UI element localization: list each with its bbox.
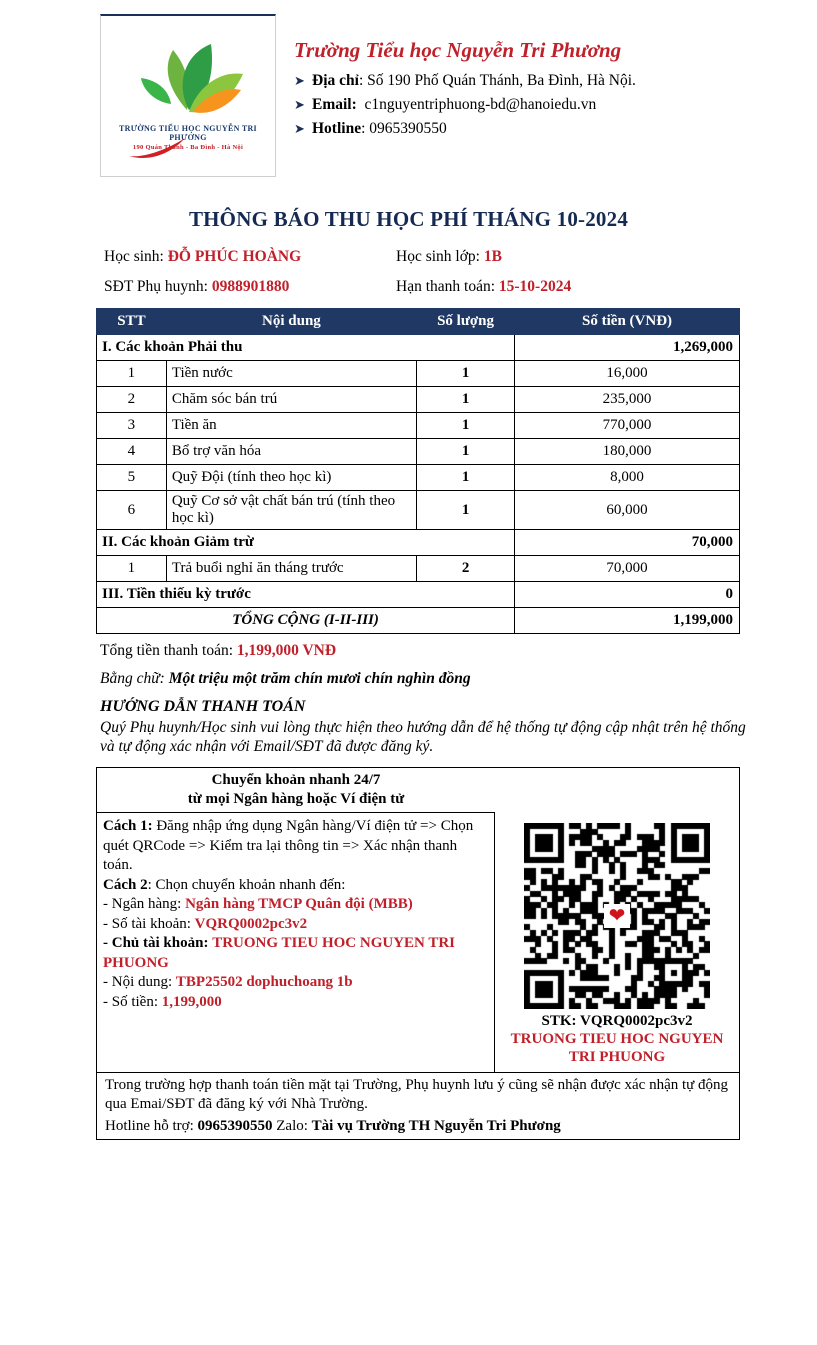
header-content: Nội dung xyxy=(166,309,416,335)
cell-qty: 1 xyxy=(417,491,515,530)
cell-desc: Chăm sóc bán trú xyxy=(166,387,416,413)
school-email-line xyxy=(294,93,636,117)
cell-desc: Tiền nước xyxy=(166,361,416,387)
cell-stt: 6 xyxy=(97,491,167,530)
content-line xyxy=(103,973,488,993)
payment-way-1 xyxy=(103,817,488,876)
way1-text: Đăng nhập ứng dụng Ngân hàng/Ví điện tử => Chọn quét QRCode => Kiểm tra lại thông tin => Xác nhận thanh toán. xyxy=(103,818,474,874)
fee-table xyxy=(96,308,740,634)
cell-desc: Trả buổi nghỉ ăn tháng trước xyxy=(166,556,416,582)
table-row xyxy=(97,387,740,413)
grand-total-label: TỔNG CỘNG (I-II-III) xyxy=(97,608,515,634)
class-value: 1B xyxy=(483,248,502,265)
payment-way-2 xyxy=(103,876,488,896)
address-value: : Số 190 Phố Quán Thánh, Ba Đình, Hà Nội. xyxy=(358,72,636,89)
guide-text: Quý Phụ huynh/Học sinh vui lòng thực hiện theo hướng dẫn để hệ thống tự động cập nhật trên hệ thống và tự động xác nhận với Email/SĐT đã được đăng ký. xyxy=(100,719,746,756)
student-name: ĐỖ PHÚC HOÀNG xyxy=(167,248,302,265)
cell-desc: Bổ trợ văn hóa xyxy=(166,439,416,465)
amount-value: 1,199,000 xyxy=(161,993,222,1010)
zalo-label: Zalo: xyxy=(276,1117,308,1134)
student-name-field xyxy=(104,248,396,266)
cell-amount: 70,000 xyxy=(515,556,740,582)
section-row-3-amount: 0 xyxy=(515,582,740,608)
total-payment-line xyxy=(100,642,817,660)
arrow-bullet-icon: ➤ xyxy=(294,97,305,113)
cell-amount: 60,000 xyxy=(515,491,740,530)
way2-text: : Chọn chuyển khoản nhanh đến: xyxy=(147,876,346,893)
way1-label: Cách 1: xyxy=(103,818,153,835)
grand-total-row xyxy=(97,608,740,634)
cell-amount: 180,000 xyxy=(515,439,740,465)
school-name: Trường Tiểu học Nguyễn Tri Phương xyxy=(294,38,622,62)
payment-box-header xyxy=(97,768,495,814)
cell-qty: 1 xyxy=(417,413,515,439)
school-logo xyxy=(100,14,276,177)
section-row-2-amount: 70,000 xyxy=(515,530,740,556)
qr-stk-label: STK: xyxy=(541,1013,577,1030)
section-row-3 xyxy=(97,582,740,608)
logo-leaf-icon xyxy=(101,30,277,122)
section-row-3-label: III. Tiền thiếu kỳ trước xyxy=(97,582,515,608)
table-row xyxy=(97,413,740,439)
due-value: 15-10-2024 xyxy=(498,278,572,295)
cell-desc: Quỹ Cơ sở vật chất bán trú (tính theo học kì) xyxy=(166,491,416,530)
student-label: Học sinh: xyxy=(104,248,164,265)
cell-amount: 8,000 xyxy=(515,465,740,491)
guide-title: HƯỚNG DẪN THANH TOÁN xyxy=(100,698,306,715)
cell-desc: Quỹ Đội (tính theo học kì) xyxy=(166,465,416,491)
table-row xyxy=(97,465,740,491)
header-amount: Số tiền (VNĐ) xyxy=(515,309,740,335)
qr-holder-name: TRUONG TIEU HOC NGUYEN TRI PHUONG xyxy=(510,1031,724,1066)
school-hotline-line xyxy=(294,117,636,141)
holder-value: TRUONG TIEU HOC NGUYEN TRI PHUONG xyxy=(103,935,456,971)
parent-phone-field xyxy=(104,278,396,296)
table-header-row xyxy=(97,309,740,335)
cell-stt: 3 xyxy=(97,413,167,439)
qr-account-line xyxy=(499,1013,735,1030)
logo-address: 190 Quán Thánh - Ba Đình - Hà Nội xyxy=(132,144,244,151)
email-value[interactable]: c1nguyentriphuong-bd@hanoiedu.vn xyxy=(364,96,597,114)
email-label: Email: xyxy=(312,96,357,114)
payment-head-line1: Chuyển khoản nhanh 24/7 xyxy=(211,771,381,788)
cell-qty: 1 xyxy=(417,465,515,491)
account-value: VQRQ0002pc3v2 xyxy=(194,915,308,932)
cell-desc: Tiền ăn xyxy=(166,413,416,439)
table-row xyxy=(97,556,740,582)
arrow-bullet-icon: ➤ xyxy=(294,73,305,88)
cell-stt: 1 xyxy=(97,361,167,387)
bank-value: Ngân hàng TMCP Quân đội (MBB) xyxy=(185,896,413,913)
total-value: 1,199,000 VNĐ xyxy=(236,642,337,659)
heart-icon: ❤ xyxy=(604,904,630,928)
arrow-bullet-icon: ➤ xyxy=(294,121,305,137)
section-row-2-label: II. Các khoản Giảm trừ xyxy=(97,530,515,556)
support-hotline-row xyxy=(97,1118,739,1139)
cell-stt: 1 xyxy=(97,556,167,582)
address-label: Địa chỉ xyxy=(312,72,359,89)
page-title: THÔNG BÁO THU HỌC PHÍ THÁNG 10-2024 xyxy=(188,207,629,231)
section-row-1-label: I. Các khoản Phải thu xyxy=(97,335,515,361)
cell-stt: 2 xyxy=(97,387,167,413)
amount-in-words xyxy=(100,670,817,688)
logo-school-name: TRƯỜNG TIỂU HỌC NGUYỄN TRI PHƯƠNG xyxy=(119,124,257,142)
school-address-line xyxy=(294,69,636,93)
bank-line xyxy=(103,895,488,915)
due-date-field xyxy=(396,278,696,296)
table-row xyxy=(97,361,740,387)
hotline-value: : 0965390550 xyxy=(361,120,447,138)
parent-phone-value: 0988901880 xyxy=(211,278,290,295)
meta-row-2 xyxy=(104,278,817,296)
parent-phone-label: SĐT Phụ huynh: xyxy=(104,278,208,295)
cell-amount: 770,000 xyxy=(515,413,740,439)
cell-qty: 2 xyxy=(417,556,515,582)
fee-table-body xyxy=(97,335,740,634)
school-contact-block xyxy=(276,14,636,141)
qr-stk-value: VQRQ0002pc3v2 xyxy=(580,1013,693,1030)
bank-label: - Ngân hàng: xyxy=(103,896,182,913)
payment-body xyxy=(97,813,739,1072)
cell-amount: 235,000 xyxy=(515,387,740,413)
grand-total-amount: 1,199,000 xyxy=(515,608,740,634)
section-row-1-amount: 1,269,000 xyxy=(515,335,740,361)
totals-block xyxy=(0,642,817,757)
zalo-value: Tài vụ Trường TH Nguyễn Tri Phương xyxy=(311,1117,561,1134)
cell-qty: 1 xyxy=(417,439,515,465)
support-hotline-label: Hotline hỗ trợ: xyxy=(105,1117,194,1134)
cell-stt: 5 xyxy=(97,465,167,491)
cell-stt: 4 xyxy=(97,439,167,465)
table-row xyxy=(97,439,740,465)
amount-line xyxy=(103,993,488,1013)
student-class-field xyxy=(396,248,696,266)
holder-line xyxy=(103,934,488,973)
words-value: Một triệu một trăm chín mươi chín nghìn đồng xyxy=(168,670,471,687)
payment-instructions xyxy=(97,813,495,1072)
section-row-1 xyxy=(97,335,740,361)
document-header xyxy=(0,0,817,177)
table-row xyxy=(97,491,740,530)
account-line xyxy=(103,915,488,935)
total-label: Tổng tiền thanh toán: xyxy=(100,642,234,659)
qr-code[interactable] xyxy=(524,823,710,1009)
content-label: - Nội dung: xyxy=(103,974,173,991)
class-label: Học sinh lớp: xyxy=(396,248,480,265)
qr-panel xyxy=(495,813,739,1072)
section-row-2 xyxy=(97,530,740,556)
content-value: TBP25502 dophuchoang 1b xyxy=(175,974,353,991)
header-stt: STT xyxy=(97,309,167,335)
way2-label: Cách 2 xyxy=(103,876,148,893)
words-label: Bằng chữ: xyxy=(100,670,165,687)
due-label: Hạn thanh toán: xyxy=(396,278,496,295)
hotline-label: Hotline xyxy=(312,120,362,138)
swoosh-icon xyxy=(127,138,187,160)
amount-label: - Số tiền: xyxy=(103,993,158,1010)
meta-row-1 xyxy=(104,248,817,266)
account-label: - Số tài khoản: xyxy=(103,915,191,932)
header-qty: Số lượng xyxy=(417,309,515,335)
support-hotline-value: 0965390550 xyxy=(197,1117,273,1134)
payment-box xyxy=(96,767,740,1140)
holder-label: - Chủ tài khoản: xyxy=(103,935,209,952)
payment-head-line2: từ mọi Ngân hàng hoặc Ví điện tử xyxy=(187,790,405,807)
cell-qty: 1 xyxy=(417,387,515,413)
cell-amount: 16,000 xyxy=(515,361,740,387)
cell-qty: 1 xyxy=(417,361,515,387)
student-meta xyxy=(0,248,817,296)
cash-payment-note: Trong trường hợp thanh toán tiền mặt tại Trường, Phụ huynh lưu ý cũng sẽ nhận được xác nhận tự động qua Emai/SĐT đã đăng ký với Nhà Trường. xyxy=(97,1072,739,1118)
